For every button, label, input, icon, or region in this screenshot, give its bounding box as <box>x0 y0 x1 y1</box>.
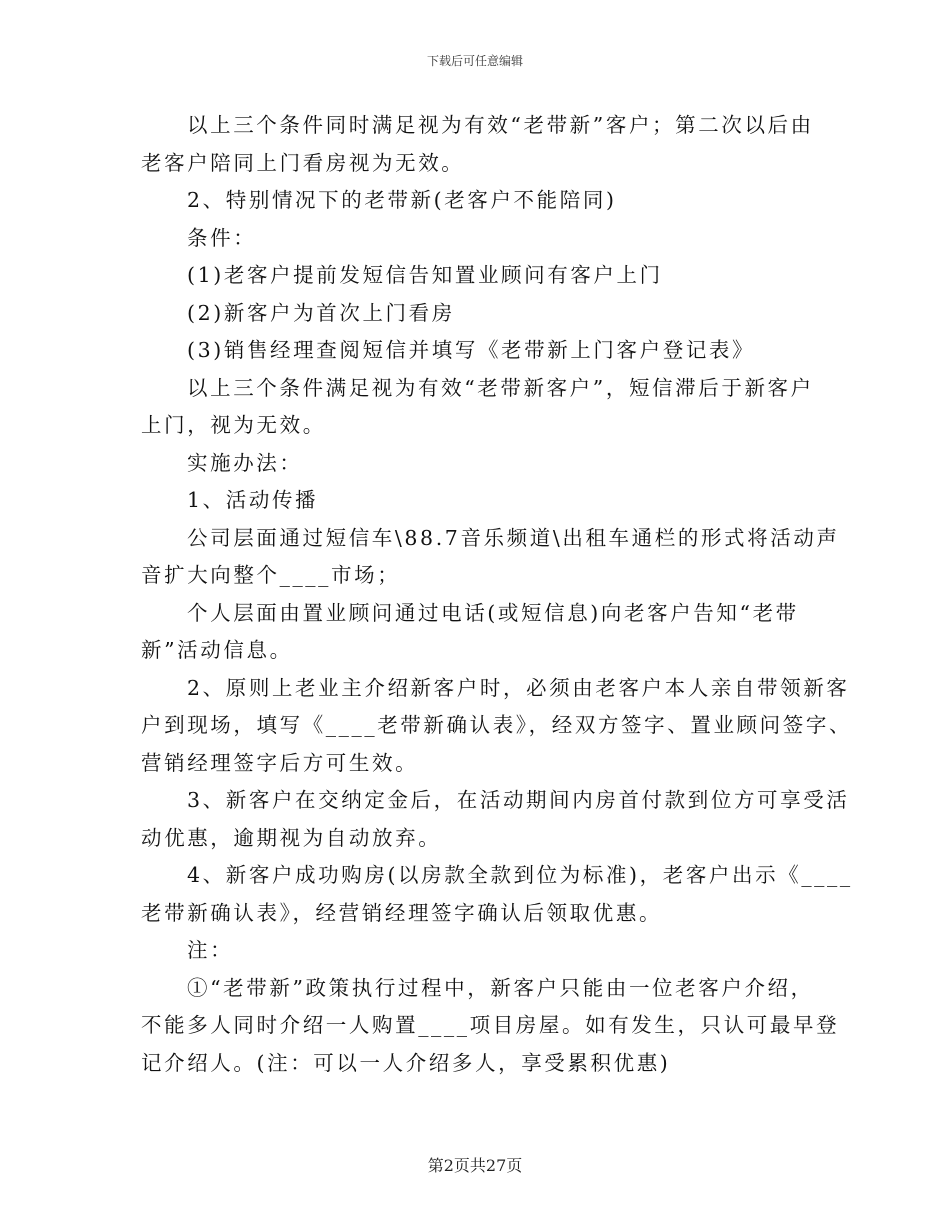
body-line: 2、特别情况下的老带新(老客户不能陪同) <box>187 188 617 212</box>
body-line: 公司层面通过短信车\88.7音乐频道\出租车通栏的形式将活动声 <box>187 525 840 550</box>
body-line: 新”活动信息。 <box>141 638 293 662</box>
body-line: 1、活动传播 <box>187 488 319 512</box>
body-line: 不能多人同时介绍一人购置____项目房屋。如有发生，只认可最早登 <box>141 1013 840 1037</box>
page-footer: 第2页共27页 <box>427 1156 523 1175</box>
body-line: 注： <box>187 938 234 962</box>
body-line: 音扩大向整个____市场； <box>141 563 401 587</box>
body-line: 条件： <box>187 225 257 250</box>
body-line: 动优惠，逾期视为自动放弃。 <box>141 825 442 850</box>
body-line: 以上三个条件满足视为有效“老带新客户”，短信滞后于新客户 <box>187 375 814 400</box>
body-line: ①“老带新”政策执行过程中，新客户只能由一位老客户介绍， <box>187 975 814 1000</box>
body-line: (1)老客户提前发短信告知置业顾问有客户上门 <box>187 263 663 287</box>
body-line: 老带新确认表》，经营销经理签字确认后领取优惠。 <box>141 900 663 925</box>
body-line: 老客户陪同上门看房视为无效。 <box>141 150 465 175</box>
body-line: 户到现场，填写《____老带新确认表》，经双方签字、置业顾问签字、 <box>141 713 853 737</box>
body-line: 上门，视为无效。 <box>141 413 326 437</box>
body-line: (3)销售经理查阅短信并填写《老带新上门客户登记表》 <box>187 338 756 362</box>
body-line: 4、新客户成功购房(以房款全款到位为标准)，老客户出示《____ <box>187 863 853 887</box>
body-line: 个人层面由置业顾问通过电话(或短信息)向老客户告知“老带 <box>187 600 799 625</box>
body-line: 2、原则上老业主介绍新客户时，必须由老客户本人亲自带领新客 <box>187 675 850 700</box>
body-line: 3、新客户在交纳定金后，在活动期间内房首付款到位方可享受活 <box>187 788 850 812</box>
body-line: 营销经理签字后方可生效。 <box>141 750 419 775</box>
body-line: 实施办法： <box>187 450 303 475</box>
body-line: (2)新客户为首次上门看房 <box>187 300 455 325</box>
body-line: 以上三个条件同时满足视为有效“老带新”客户；第二次以后由 <box>187 113 814 137</box>
page-header: 下载后可任意编辑 <box>426 54 523 68</box>
body-line: 记介绍人。(注：可以一人介绍多人，享受累积优惠) <box>141 1050 671 1075</box>
document-body <box>141 107 853 1082</box>
